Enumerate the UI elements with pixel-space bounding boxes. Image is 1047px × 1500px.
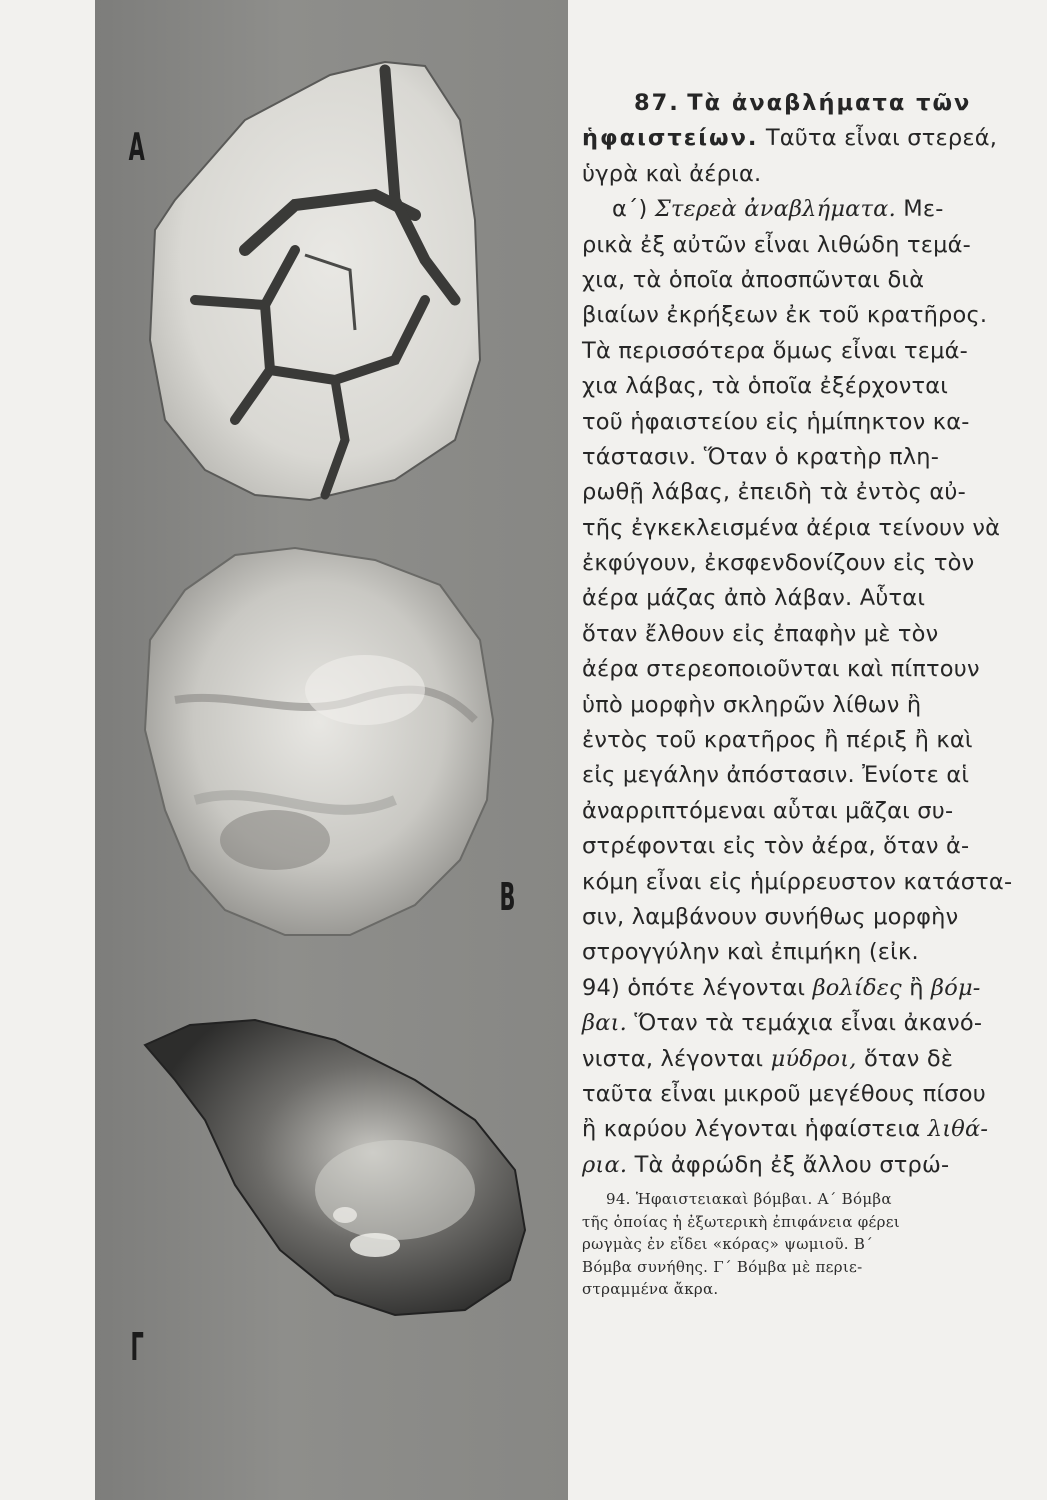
caption-line: τῆς ὁποίας ἡ ἐξωτερικὴ ἐπιφάνεια φέρει: [582, 1212, 900, 1231]
bombs-line2: [582, 1006, 1002, 1041]
last-line: [582, 1148, 1002, 1183]
label-a: Α: [128, 125, 145, 169]
subsection-heading: [582, 192, 1002, 227]
text-span: νιστα, λέγονται: [582, 1045, 764, 1072]
label-b: Β: [499, 875, 516, 919]
subsection-label: α΄): [612, 196, 648, 223]
term-mydroi: μύδροι,: [770, 1045, 857, 1072]
body-line: ἐκφύγουν, ἐκσφενδονίζουν εἰς τὸν: [582, 550, 975, 577]
body-line: τάστασιν. Ὅταν ὁ κρατὴρ πλη-: [582, 443, 940, 470]
caption-line: ρωγμὰς ἐν εἴδει «κόρας» ψωμιοῦ. Β΄: [582, 1235, 874, 1253]
body-line: χια λάβας, τὰ ὁποῖα ἐξέρχονται: [582, 373, 949, 400]
text-span: ἢ καρύου λέγονται ἡφαίστεια: [582, 1116, 921, 1143]
lithar-line: [582, 1112, 1002, 1147]
text-span: ἢ: [909, 974, 924, 1001]
section-title-part1: Τὰ ἀναβλήματα τῶν: [687, 90, 972, 116]
body-line: βιαίων ἐκρήξεων ἐκ τοῦ κρατῆρος.: [582, 302, 988, 329]
text-span: Ὅταν τὰ τεμάχια εἶναι ἀκανό-: [634, 1010, 983, 1037]
body-line: στρέφονται εἰς τὸν ἀέρα, ὅταν ἀ-: [582, 833, 970, 860]
text-span: Τὰ ἀφρώδη ἐξ ἄλλου στρώ-: [634, 1151, 950, 1178]
body-line: Τὰ περισσότερα ὅμως εἶναι τεμά-: [582, 337, 968, 364]
caption-line: [582, 1188, 1014, 1211]
term-bombai-part: βόμ-: [931, 974, 981, 1001]
figure-caption: [582, 1188, 1014, 1301]
subsection-after: Με-: [903, 196, 944, 223]
mydroi-line: [582, 1042, 1002, 1077]
term-bolides: βολίδες: [812, 974, 902, 1001]
body-line: ἐντὸς τοῦ κρατῆρος ἢ πέριξ ἢ καὶ: [582, 727, 973, 754]
body-line: χια, τὰ ὁποῖα ἀποσπῶνται διὰ: [582, 266, 925, 293]
term-litharia-end: ρια.: [582, 1151, 628, 1178]
lead-text: Ταῦτα εἶναι στερεά,: [765, 125, 998, 152]
body-line: ταῦτα εἶναι μικροῦ μεγέθους πίσου: [582, 1080, 986, 1107]
figure-plate: [95, 0, 568, 1500]
body-line: εἰς μεγάλην ἀπόστασιν. Ἐνίοτε αἱ: [582, 762, 970, 789]
subsection-title: Στερεὰ ἀναβλήματα.: [654, 196, 896, 223]
term-litharia-part: λιθά-: [927, 1116, 989, 1143]
body-line: ρωθῇ λάβας, ἐπειδὴ τὰ ἐντὸς αὐ-: [582, 479, 966, 506]
body-line: ἀέρα στερεοποιοῦνται καὶ πίπτουν: [582, 656, 980, 683]
heading-line2: [582, 121, 1002, 156]
text-span: ὅταν δὲ: [863, 1045, 954, 1072]
body-line: ὑπὸ μορφὴν σκληρῶν λίθων ἢ: [582, 691, 922, 718]
body-line: ἀέρα μάζας ἀπὸ λάβαν. Αὗται: [582, 585, 926, 612]
body-line: τοῦ ἡφαιστείου εἰς ἡμίπηκτον κα-: [582, 408, 970, 435]
volcanic-bombs-photo: [95, 0, 568, 1500]
body-line: σιν, λαμβάνουν συνήθως μορφὴν: [582, 903, 959, 930]
bomb-b: [145, 548, 493, 935]
text-column: [582, 86, 1013, 1183]
bombs-line: [582, 971, 1002, 1006]
body-line: ὅταν ἔλθουν εἰς ἐπαφὴν μὲ τὸν: [582, 620, 939, 647]
section-number: 87.: [634, 90, 680, 116]
caption-text: 94. Ἡφαιστειακαὶ βόμβαι. Α΄ Βόμβα: [606, 1190, 892, 1208]
term-bombai-end: βαι.: [582, 1010, 627, 1037]
section-heading: [582, 86, 1002, 121]
section-title-part2: ἡφαιστείων.: [582, 125, 759, 152]
body-line: κόμη εἶναι εἰς ἡμίρρευστον κατάστα-: [582, 868, 1013, 895]
caption-line: στραμμένα ἄκρα.: [582, 1280, 719, 1298]
body-line: ἀναρριπτόμεναι αὗται μᾶζαι συ-: [582, 797, 954, 824]
body-line: τῆς ἐγκεκλεισμένα ἀέρια τείνουν νὰ: [582, 514, 1001, 541]
caption-line: Βόμβα συνήθης. Γ΄ Βόμβα μὲ περιε-: [582, 1257, 863, 1276]
body-line: στρογγύλην καὶ ἐπιμήκη (εἰκ.: [582, 939, 919, 966]
text-span: 94) ὁπότε λέγονται: [582, 974, 806, 1001]
body-lines: [582, 228, 1013, 971]
lead-line3: ὑγρὰ καὶ ἀέρια.: [582, 160, 762, 187]
label-c: Γ: [130, 1325, 144, 1369]
bomb-a: [150, 62, 480, 500]
body-line: ρικὰ ἐξ αὐτῶν εἶναι λιθώδη τεμά-: [582, 231, 971, 258]
